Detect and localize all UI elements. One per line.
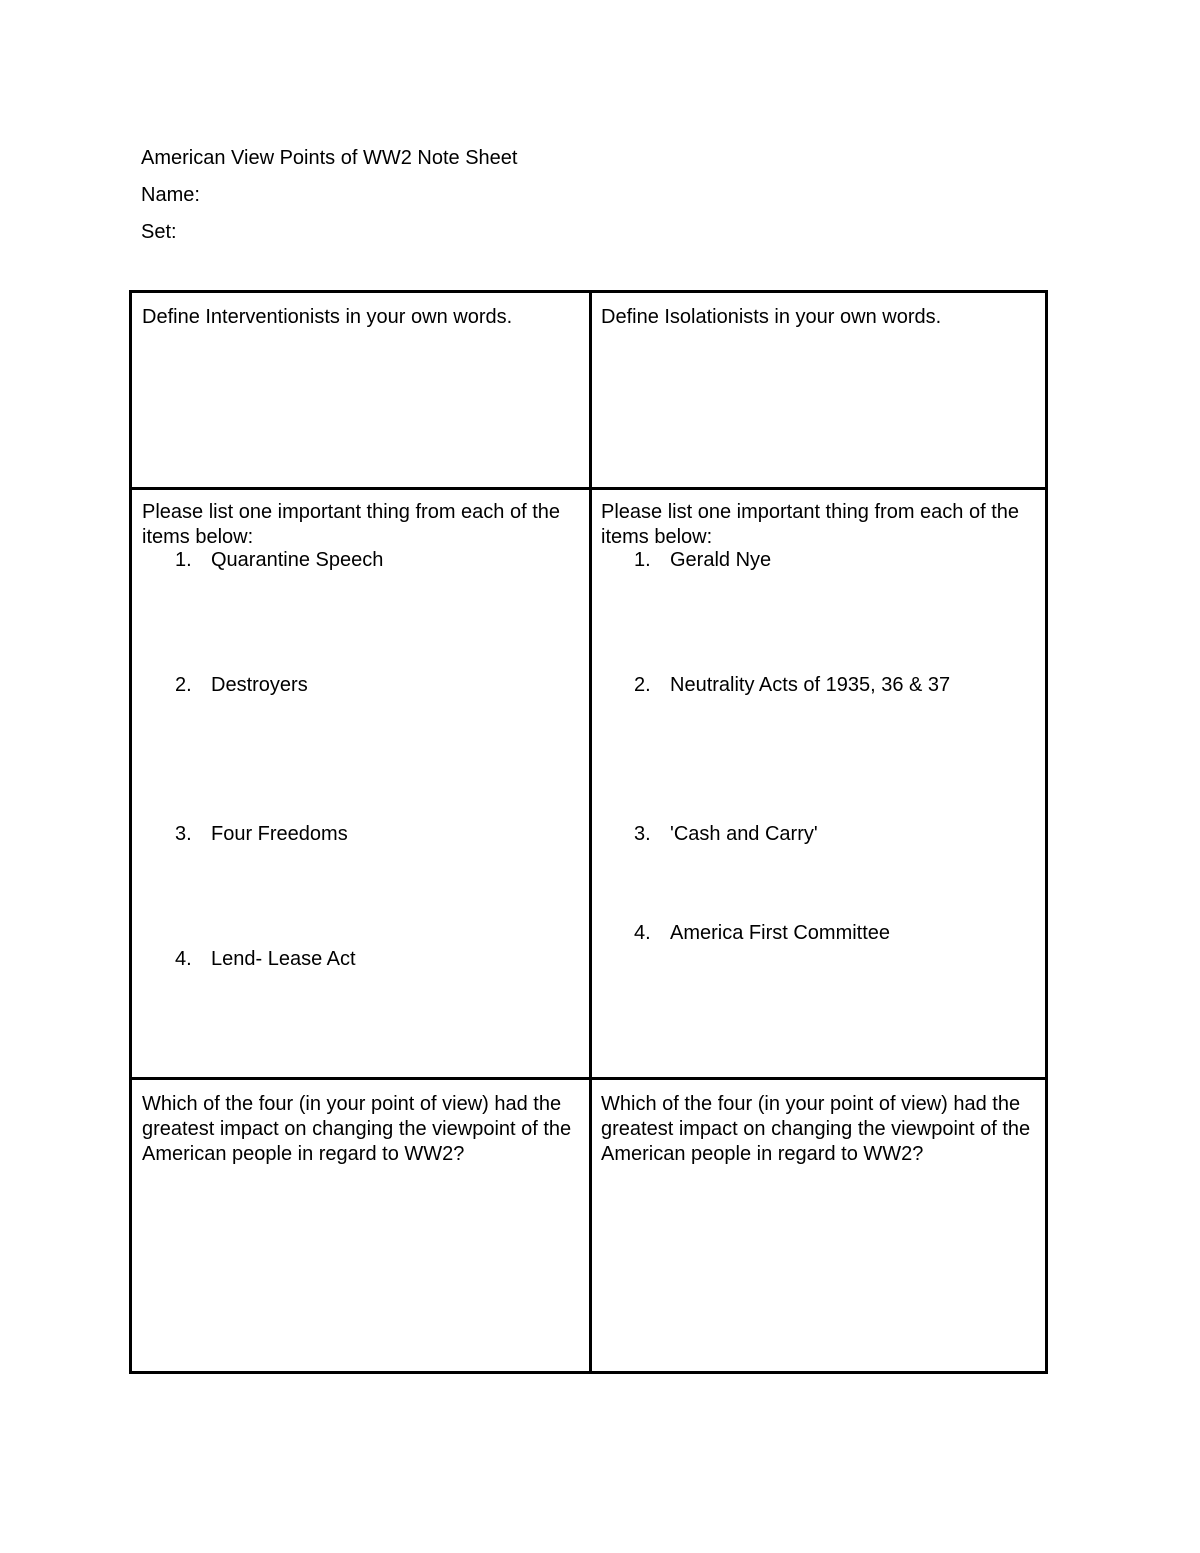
list-item xyxy=(175,822,348,847)
list-number: 3. xyxy=(634,823,651,845)
interventionist-list-prompt: Please list one important thing from each of the items below: xyxy=(142,501,561,548)
list-item-text: Neutrality Acts of 1935, 36 & 37 xyxy=(670,674,951,696)
worksheet-title: American View Points of WW2 Note Sheet xyxy=(141,147,518,169)
list-number: 4. xyxy=(175,948,192,970)
worksheet-header xyxy=(141,140,517,251)
list-number: 1. xyxy=(634,549,651,571)
list-item-text: Gerald Nye xyxy=(670,549,772,571)
name-label: Name: xyxy=(141,184,200,206)
list-item-text: Lend- Lease Act xyxy=(211,948,356,970)
define-interventionists-prompt: Define Interventionists in your own words. xyxy=(142,306,513,328)
list-number: 2. xyxy=(175,674,192,696)
list-item xyxy=(634,673,950,698)
list-item-text: Destroyers xyxy=(211,674,308,696)
greatest-impact-question: Which of the four (in your point of view) had the greatest impact on changing the viewpoint of the American people in regard to WW2? xyxy=(601,1093,1031,1165)
list-item xyxy=(175,548,383,573)
greatest-impact-question: Which of the four (in your point of view) had the greatest impact on changing the viewpoint of the American people in regard to WW2? xyxy=(142,1093,572,1165)
notes-table xyxy=(129,290,1048,1374)
list-item xyxy=(634,548,771,573)
list-item-text: America First Committee xyxy=(670,922,891,944)
list-item xyxy=(175,673,308,698)
list-number: 2. xyxy=(634,674,651,696)
list-item xyxy=(175,947,356,972)
list-item-text: 'Cash and Carry' xyxy=(670,823,818,845)
isolationist-list-prompt: Please list one important thing from each of the items below: xyxy=(601,501,1020,548)
list-item-text: Four Freedoms xyxy=(211,823,348,845)
list-item-text: Quarantine Speech xyxy=(211,549,384,571)
row-divider xyxy=(132,1077,1045,1080)
list-number: 4. xyxy=(634,922,651,944)
set-label: Set: xyxy=(141,221,177,243)
define-isolationists-prompt: Define Isolationists in your own words. xyxy=(601,306,942,328)
list-item xyxy=(634,921,890,946)
list-item xyxy=(634,822,818,847)
row-divider xyxy=(132,487,1045,490)
list-number: 3. xyxy=(175,823,192,845)
list-number: 1. xyxy=(175,549,192,571)
column-divider xyxy=(589,293,592,1371)
